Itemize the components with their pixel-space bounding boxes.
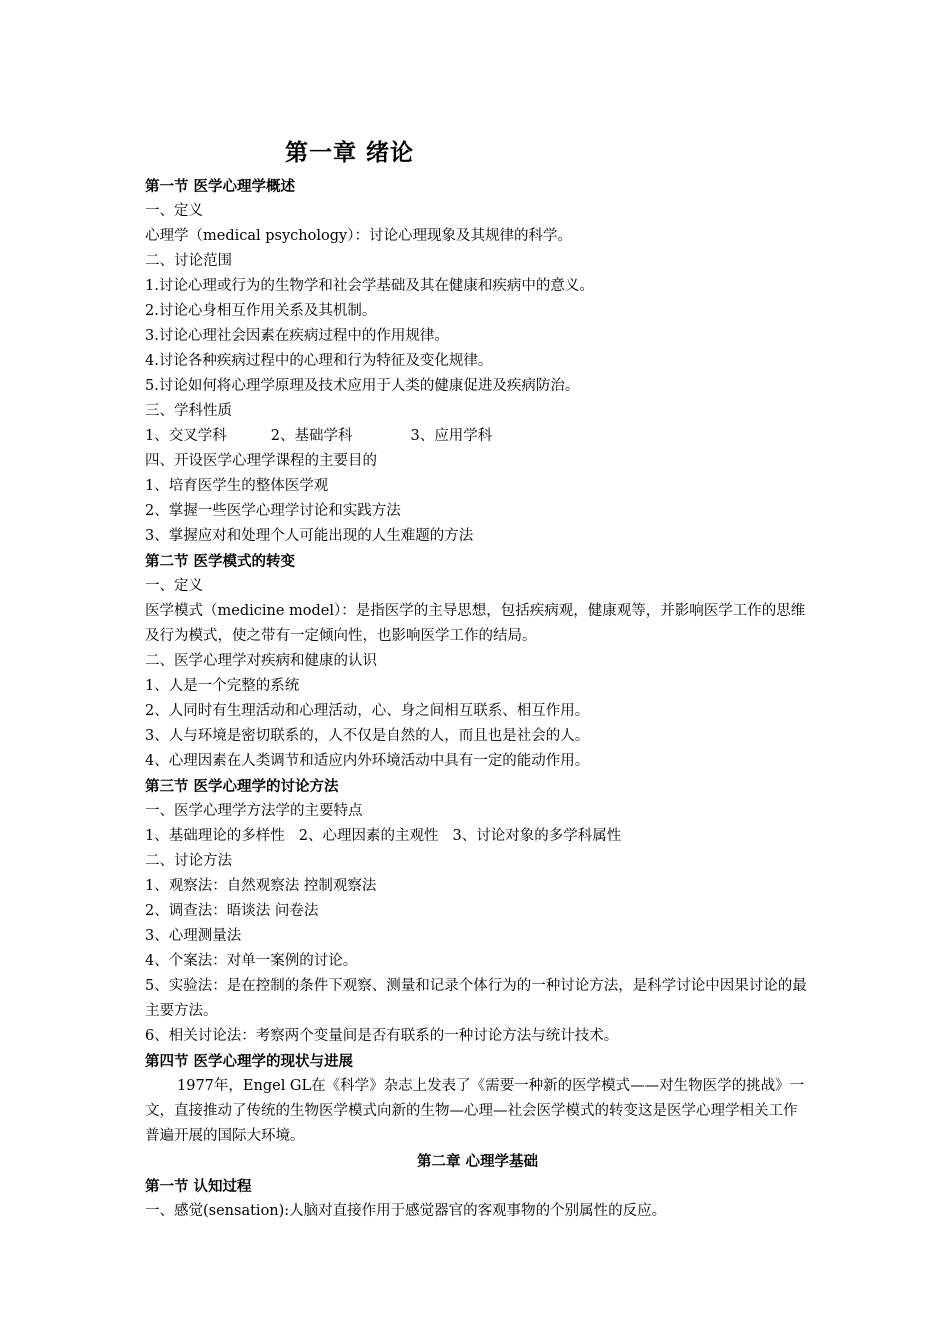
section-4-paragraph: 1977年，Engel GL在《科学》杂志上发表了《需要一种新的医学模式——对生物医学的挑战》一文，直接推动了传统的生物医学模式向新的生物—心理—社会医学模式的转变这是医学心理学相关工作普遍开展的国际大环境。	[145, 1078, 805, 1144]
scope-item: 3.讨论心理社会因素在疾病过程中的作用规律。	[145, 328, 449, 344]
feature-item: 1、基础理论的多样性	[145, 828, 285, 844]
method-item: 4、个案法：对单一案例的讨论。	[145, 953, 358, 969]
scope-heading: 二、讨论范围	[145, 253, 232, 269]
scope-item: 4.讨论各种疾病过程中的心理和行为特征及变化规律。	[145, 353, 493, 369]
definition-text: 医学模式（medicine model）：是指医学的主导思想，包括疾病观，健康观等，并影响医学工作的思维及行为模式，使之带有一定倾向性，也影响医学工作的结局。	[145, 603, 806, 644]
definition-heading: 一、定义	[145, 203, 203, 219]
section-2-heading: 第二节 医学模式的转变	[145, 553, 296, 570]
section-4-heading: 第四节 医学心理学的现状与进展	[145, 1053, 354, 1070]
methods-heading: 二、讨论方法	[145, 853, 232, 869]
scope-item: 5.讨论如何将心理学原理及技术应用于人类的健康促进及疾病防治。	[145, 378, 580, 394]
method-item: 5、实验法：是在控制的条件下观察、测量和记录个体行为的一种讨论方法，是科学讨论中因果讨论的最主要方法。	[145, 978, 807, 1019]
method-item: 6、相关讨论法：考察两个变量间是否有联系的一种讨论方法与统计技术。	[145, 1028, 619, 1044]
nature-item: 3、应用学科	[410, 428, 493, 444]
nature-item: 1、交叉学科	[145, 428, 227, 444]
scope-item: 2.讨论心身相互作用关系及其机制。	[145, 303, 377, 319]
recognition-item: 1、人是一个完整的系统	[145, 678, 300, 694]
definition-text: 心理学（medical psychology）：讨论心理现象及其规律的科学。	[145, 228, 572, 244]
recognition-item: 4、心理因素在人类调节和适应内外环境活动中具有一定的能动作用。	[145, 753, 590, 769]
purpose-heading: 四、开设医学心理学课程的主要目的	[145, 453, 377, 469]
method-item: 1、观察法：自然观察法 控制观察法	[145, 878, 377, 894]
nature-item: 2、基础学科	[270, 428, 353, 444]
features-items	[145, 824, 810, 849]
document-body	[145, 174, 810, 1224]
chapter-2-section-1-heading: 第一节 认知过程	[145, 1178, 252, 1195]
scope-item: 1.讨论心理或行为的生物学和社会学基础及其在健康和疾病中的意义。	[145, 278, 594, 294]
section-3-heading: 第三节 医学心理学的讨论方法	[145, 778, 339, 795]
section-1-heading: 第一节 医学心理学概述	[145, 178, 296, 195]
chapter-1-title: 第一章 绪论	[285, 139, 415, 166]
feature-item: 3、讨论对象的多学科属性	[452, 828, 622, 844]
recognition-item: 2、人同时有生理活动和心理活动，心、身之间相互联系、相互作用。	[145, 703, 590, 719]
definition-heading: 一、定义	[145, 578, 203, 594]
sensation-definition: 一、感觉(sensation):人脑对直接作用于感觉器官的客观事物的个别属性的反应。	[145, 1203, 667, 1219]
feature-item: 2、心理因素的主观性	[298, 828, 439, 844]
purpose-item: 2、掌握一些医学心理学讨论和实践方法	[145, 503, 401, 519]
chapter-2-title: 第二章 心理学基础	[416, 1153, 539, 1170]
recognition-item: 3、人与环境是密切联系的，人不仅是自然的人，而且也是社会的人。	[145, 728, 590, 744]
nature-items	[145, 424, 810, 449]
features-heading: 一、医学心理学方法学的主要特点	[145, 803, 363, 819]
purpose-item: 3、掌握应对和处理个人可能出现的人生难题的方法	[145, 528, 474, 544]
nature-heading: 三、学科性质	[145, 403, 232, 419]
recognition-heading: 二、医学心理学对疾病和健康的认识	[145, 653, 377, 669]
purpose-item: 1、培育医学生的整体医学观	[145, 478, 329, 494]
method-item: 3、心理测量法	[145, 928, 242, 944]
method-item: 2、调查法：晤谈法 问卷法	[145, 903, 319, 919]
